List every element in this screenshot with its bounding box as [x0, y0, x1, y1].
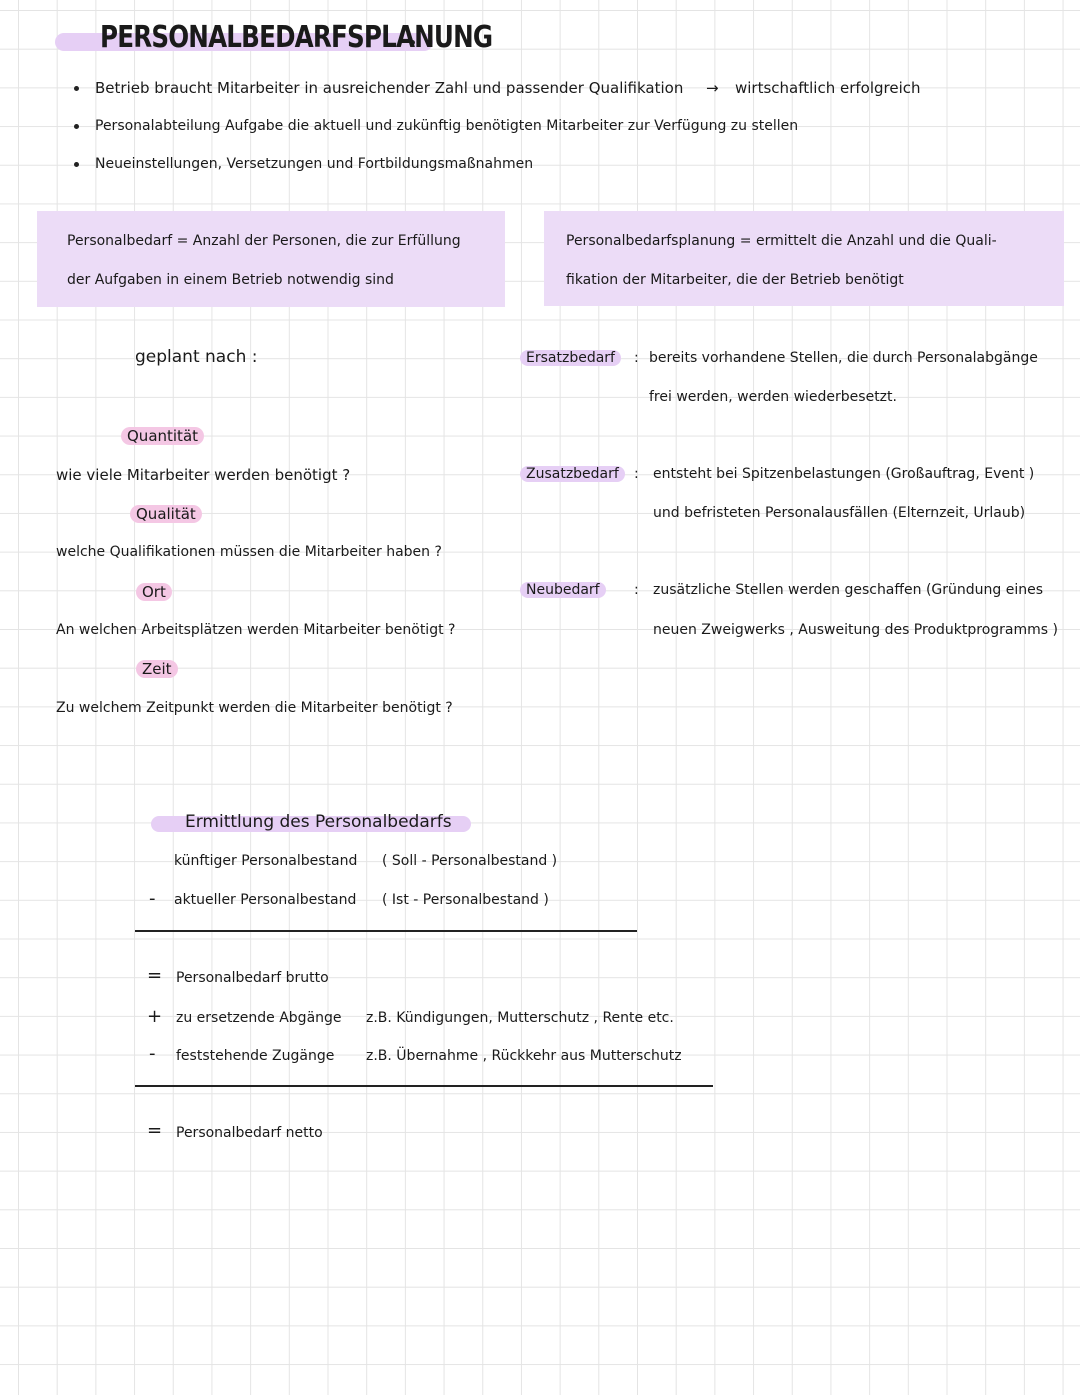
- demand-desc-zusatzbedarf-1: entsteht bei Spitzenbelastungen (Großauftrag, Event ): [653, 466, 1035, 482]
- criterion-label-quantity: Quantität: [121, 427, 204, 445]
- intro-bullet-1-dot: [74, 86, 79, 91]
- criterion-question-time: Zu welchem Zeitpunkt werden die Mitarbeiter benötigt ?: [56, 700, 453, 716]
- intro-bullet-2: Personalabteilung Aufgabe die aktuell und zukünftig benötigten Mitarbeiter zur Verfügung zu stellen: [95, 118, 799, 134]
- calc-row4-note: z.B. Kündigungen, Mutterschutz , Rente etc.: [366, 1010, 674, 1026]
- intro-result: wirtschaftlich erfolgreich: [735, 79, 921, 97]
- criterion-label-quality: Qualität: [130, 505, 202, 523]
- calc-heading: Ermittlung des Personalbedarfs: [185, 812, 452, 832]
- demand-desc-neubedarf-2: neuen Zweigwerks , Ausweitung des Produktprogramms ): [653, 622, 1058, 638]
- demand-desc-ersatzbedarf-2: frei werden, werden wiederbesetzt.: [649, 389, 897, 405]
- arrow-icon: →: [706, 79, 719, 97]
- definition-right-line1: Personalbedarfsplanung = ermittelt die Anzahl und die Quali-: [566, 233, 997, 249]
- calc-row6-op: =: [147, 1120, 163, 1141]
- calc-divider-1: [135, 930, 637, 932]
- calc-row5-op: -: [149, 1043, 156, 1064]
- demand-label-zusatzbedarf: Zusatzbedarf: [520, 466, 625, 482]
- planned-by-heading: geplant nach :: [135, 347, 258, 367]
- criterion-question-quantity: wie viele Mitarbeiter werden benötigt ?: [56, 466, 351, 484]
- page-title: PERSONALBEDARFSPLANUNG: [100, 20, 493, 55]
- demand-label-neubedarf: Neubedarf: [520, 582, 606, 598]
- calc-row4-op: +: [147, 1006, 163, 1027]
- criterion-label-place: Ort: [136, 583, 172, 601]
- definition-box-right: [544, 211, 1064, 306]
- criterion-label-time: Zeit: [136, 660, 178, 678]
- calc-row5-note: z.B. Übernahme , Rückkehr aus Mutterschutz: [366, 1048, 682, 1064]
- calc-row2-op: -: [149, 888, 156, 909]
- definition-left-line1: Personalbedarf = Anzahl der Personen, die zur Erfüllung: [67, 233, 461, 249]
- demand-desc-ersatzbedarf-1: bereits vorhandene Stellen, die durch Personalabgänge: [649, 350, 1038, 366]
- calc-row2-text: aktueller Personalbestand: [174, 892, 357, 908]
- calc-row2-note: ( Ist - Personalbestand ): [382, 892, 549, 908]
- calc-divider-2: [135, 1085, 713, 1087]
- intro-bullet-1: Betrieb braucht Mitarbeiter in ausreichender Zahl und passender Qualifikation: [95, 79, 684, 97]
- demand-sep-1: :: [634, 350, 639, 366]
- calc-row3-op: =: [147, 965, 163, 986]
- criterion-question-quality: welche Qualifikationen müssen die Mitarbeiter haben ?: [56, 544, 442, 560]
- calc-row1-note: ( Soll - Personalbestand ): [382, 853, 558, 869]
- definition-box-left: [37, 211, 505, 307]
- demand-desc-zusatzbedarf-2: und befristeten Personalausfällen (Elternzeit, Urlaub): [653, 505, 1026, 521]
- calc-row6-text: Personalbedarf netto: [176, 1125, 323, 1141]
- calc-row4-text: zu ersetzende Abgänge: [176, 1010, 342, 1026]
- demand-sep-2: :: [634, 466, 639, 482]
- definition-right-line2: fikation der Mitarbeiter, die der Betrieb benötigt: [566, 272, 904, 288]
- demand-label-ersatzbedarf: Ersatzbedarf: [520, 350, 621, 366]
- intro-bullet-2-dot: [74, 124, 79, 129]
- criterion-question-place: An welchen Arbeitsplätzen werden Mitarbeiter benötigt ?: [56, 622, 456, 638]
- intro-bullet-3: Neueinstellungen, Versetzungen und Fortbildungsmaßnahmen: [95, 156, 534, 172]
- intro-bullet-3-dot: [74, 162, 79, 167]
- calc-row3-text: Personalbedarf brutto: [176, 970, 329, 986]
- calc-row1-text: künftiger Personalbestand: [174, 853, 358, 869]
- definition-left-line2: der Aufgaben in einem Betrieb notwendig sind: [67, 272, 394, 288]
- demand-sep-3: :: [634, 582, 639, 598]
- demand-desc-neubedarf-1: zusätzliche Stellen werden geschaffen (Gründung eines: [653, 582, 1044, 598]
- calc-row5-text: feststehende Zugänge: [176, 1048, 335, 1064]
